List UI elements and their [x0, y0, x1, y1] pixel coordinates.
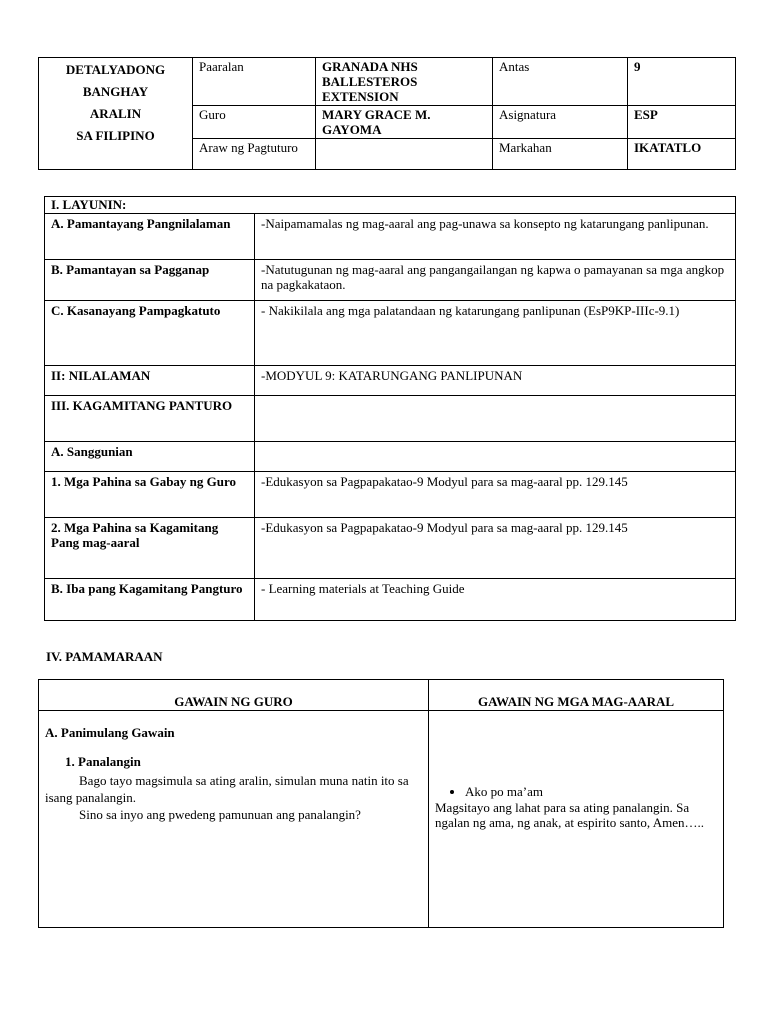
item-panalangin: 1. Panalangin — [65, 754, 141, 769]
section-heading-layunin: I. LAYUNIN: — [45, 197, 736, 214]
title-line: SA FILIPINO — [76, 128, 155, 143]
grade-label: Antas — [493, 58, 628, 106]
row-value: - Nakikilala ang mga palatandaan ng katarungang panlipunan (EsP9KP-IIIc-9.1) — [255, 301, 736, 366]
title-line: DETALYADONG — [65, 62, 166, 77]
section-heading-pamamaraan: IV. PAMAMARAAN — [46, 649, 163, 664]
teacher-activity-cell — [39, 711, 429, 928]
row-value: -Edukasyon sa Pagpapakatao-9 Modyul para sa mag-aaral pp. 129.145 — [255, 472, 736, 518]
quarter-value: IKATATLO — [628, 139, 736, 170]
plan-title — [39, 58, 193, 170]
row-value: - Learning materials at Teaching Guide — [255, 579, 736, 621]
date-value — [316, 139, 493, 170]
row-value: -Naipamamalas ng mag-aaral ang pag-unawa sa konsepto ng katarungang panlipunan. — [255, 214, 736, 260]
teacher-value: MARY GRACE M. GAYOMA — [316, 106, 493, 139]
school-label: Paaralan — [193, 58, 316, 106]
teacher-instruction: Bago tayo magsimula sa ating aralin, simulan muna natin ito sa isang panalangin. — [45, 773, 409, 805]
student-response-list — [435, 784, 717, 799]
subject-label: Asignatura — [493, 106, 628, 139]
row-value — [255, 396, 736, 442]
row-label: B. Pamantayan sa Pagganap — [45, 260, 255, 301]
title-line: ARALIN — [89, 106, 142, 121]
row-value: -Edukasyon sa Pagpapakatao-9 Modyul para sa mag-aaral pp. 129.145 — [255, 518, 736, 579]
lesson-header-table — [38, 57, 736, 170]
date-label: Araw ng Pagtuturo — [193, 139, 316, 170]
quarter-label: Markahan — [493, 139, 628, 170]
objectives-table — [44, 196, 736, 621]
student-response-item: • Ako po ma’am — [465, 784, 717, 799]
procedure-table — [38, 679, 724, 928]
row-label: II: NILALAMAN — [45, 366, 255, 396]
teacher-label: Guro — [193, 106, 316, 139]
student-prayer-text: Magsitayo ang lahat para sa ating panalangin. Sa ngalan ng ama, ng anak, at espirito santo, Amen….. — [435, 800, 704, 830]
teacher-column-header: GAWAIN NG GURO — [39, 680, 429, 711]
title-line: BANGHAY — [82, 84, 149, 99]
row-value: -Natutugunan ng mag-aaral ang pangangailangan ng kapwa o pamayanan sa mga angkop na pagkakataon. — [255, 260, 736, 301]
subject-value: ESP — [628, 106, 736, 139]
row-label: A. Pamantayang Pangnilalaman — [45, 214, 255, 260]
row-value — [255, 442, 736, 472]
school-value: GRANADA NHS BALLESTEROS EXTENSION — [316, 58, 493, 106]
row-label: B. Iba pang Kagamitang Pangturo — [45, 579, 255, 621]
student-column-header: GAWAIN NG MGA MAG-AARAL — [429, 680, 724, 711]
teacher-question: Sino sa inyo ang pwedeng pamunuan ang panalangin? — [79, 807, 361, 822]
row-value: -MODYUL 9: KATARUNGANG PANLIPUNAN — [255, 366, 736, 396]
row-label: A. Sanggunian — [45, 442, 255, 472]
subheading-panimulang-gawain: A. Panimulang Gawain — [45, 725, 175, 740]
row-label: 2. Mga Pahina sa Kagamitang Pang mag-aaral — [45, 518, 255, 579]
row-label: III. KAGAMITANG PANTURO — [45, 396, 255, 442]
row-label: 1. Mga Pahina sa Gabay ng Guro — [45, 472, 255, 518]
student-activity-cell — [429, 711, 724, 928]
grade-value: 9 — [628, 58, 736, 106]
row-label: C. Kasanayang Pampagkatuto — [45, 301, 255, 366]
